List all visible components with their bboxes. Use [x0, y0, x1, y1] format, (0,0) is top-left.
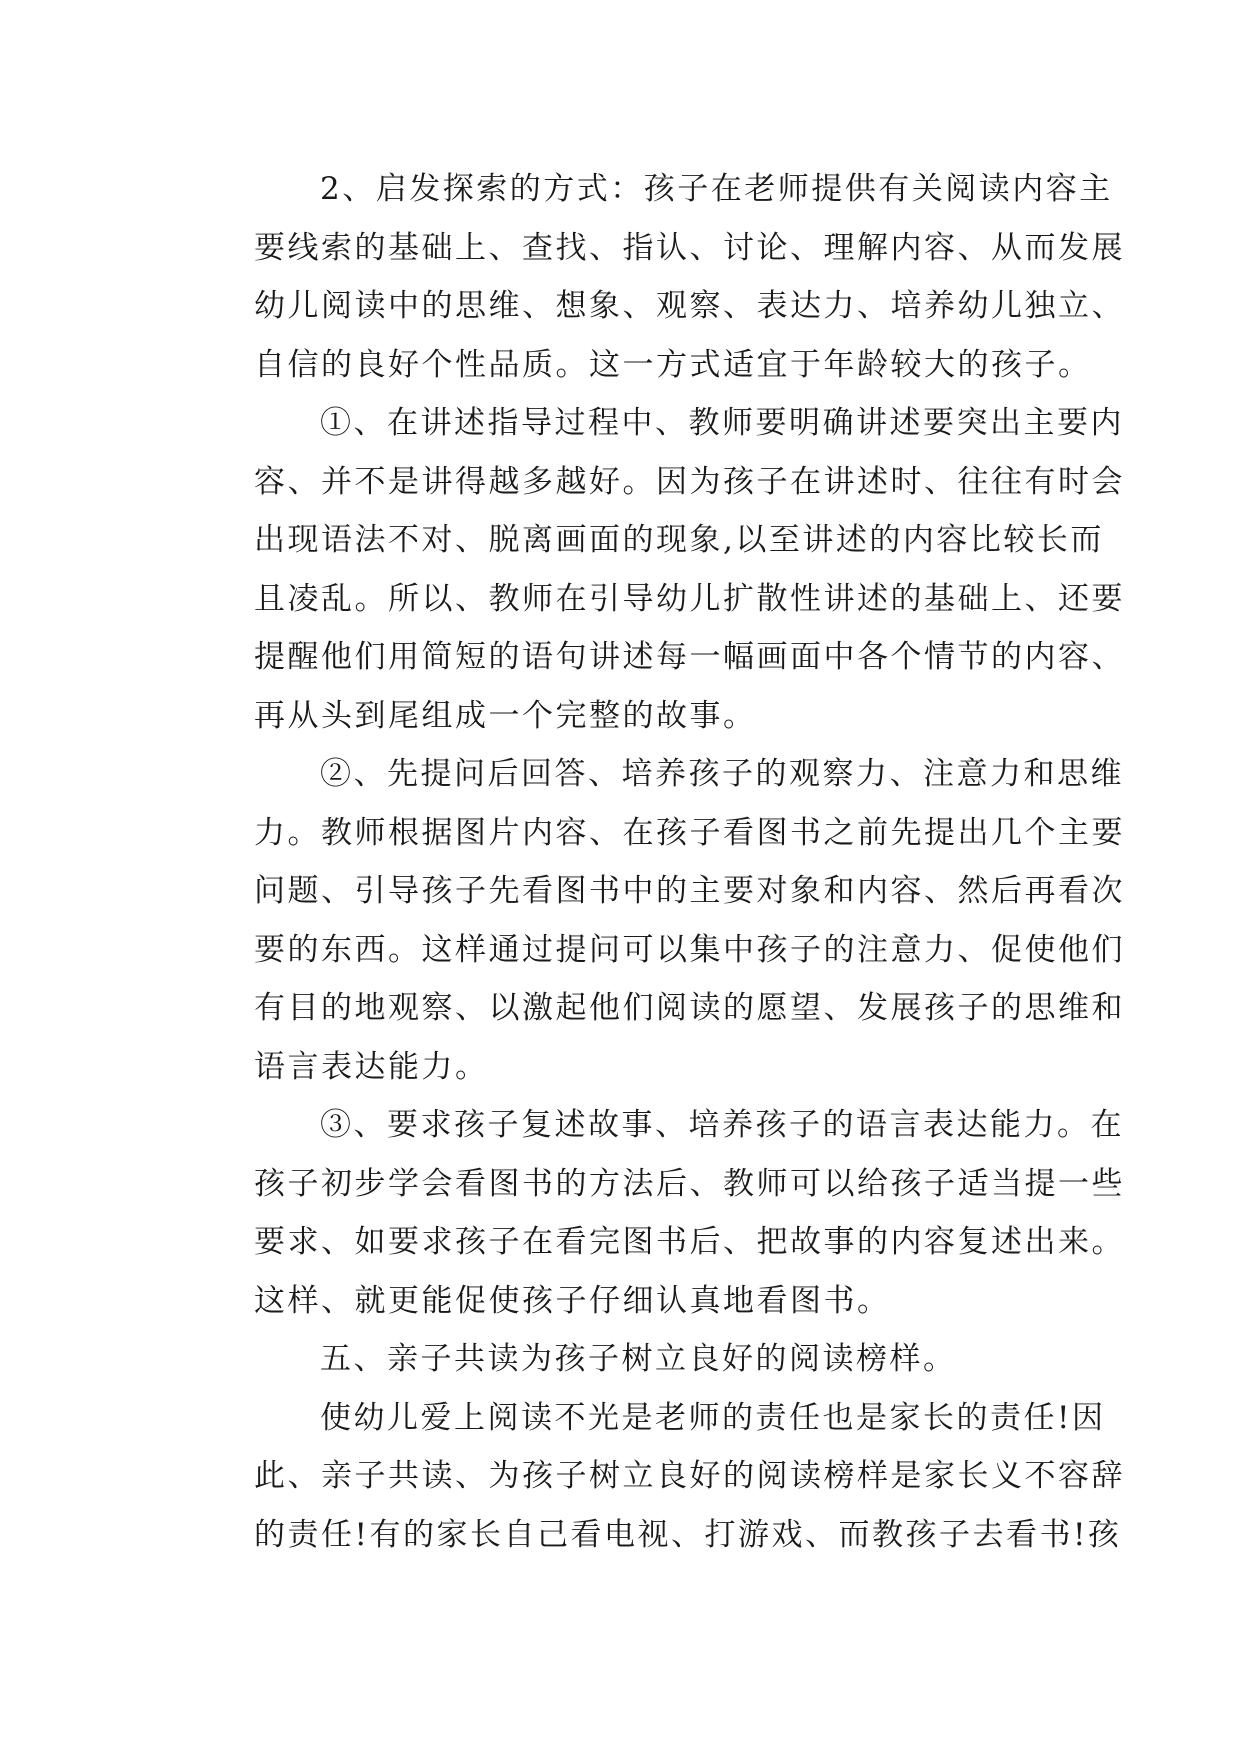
paragraph-point-2: [192, 745, 1125, 1096]
text-line: 语言表达能力。: [254, 1048, 489, 1085]
text-line: 且凌乱。所以、教师在引导幼儿扩散性讲述的基础上、还要: [254, 580, 1125, 617]
text-line: 2、启发探索的方式：孩子在老师提供有关阅读内容主: [320, 171, 1113, 207]
text-line: 提醒他们用简短的语句讲述每一幅画面中各个情节的内容、: [254, 639, 1125, 675]
paragraph-point-1: [192, 394, 1125, 745]
text-line: ②、先提问后回答、培养孩子的观察力、注意力和思维: [320, 756, 1124, 792]
text-line: 有目的地观察、以激起他们阅读的愿望、发展孩子的思维和: [254, 990, 1125, 1026]
text-line: 五、亲子共读为孩子树立良好的阅读榜样。: [320, 1341, 957, 1377]
text-line: 孩子初步学会看图书的方法后、教师可以给孩子适当提一些: [254, 1165, 1125, 1202]
text-line: 的责任!有的家长自己看电视、打游戏、而教孩子去看书!孩: [254, 1516, 1122, 1553]
text-line: ③、要求孩子复述故事、培养孩子的语言表达能力。在: [320, 1107, 1124, 1143]
text-line: 要求、如要求孩子在看完图书后、把故事的内容复述出来。: [254, 1224, 1125, 1260]
text-line: 问题、引导孩子先看图书中的主要对象和内容、然后再看次: [254, 873, 1125, 909]
text-line: 此、亲子共读、为孩子树立良好的阅读榜样是家长义不容辞: [254, 1458, 1125, 1494]
text-line: 再从头到尾组成一个完整的故事。: [254, 697, 757, 734]
paragraph-point-3: [192, 1096, 1125, 1330]
text-line: 自信的良好个性品质。这一方式适宜于年龄较大的孩子。: [254, 346, 1092, 383]
body-text: [192, 160, 1125, 1564]
text-line: ①、在讲述指导过程中、教师要明确讲述要突出主要内: [320, 405, 1124, 441]
text-line: 力。教师根据图片内容、在孩子看图书之前先提出几个主要: [254, 814, 1125, 851]
paragraph-explore-method: [192, 160, 1125, 394]
text-line: 幼儿阅读中的思维、想象、观察、表达力、培养幼儿独立、: [254, 288, 1125, 324]
text-line: 这样、就更能促使孩子仔细认真地看图书。: [254, 1282, 891, 1319]
text-line: 要线索的基础上、查找、指认、讨论、理解内容、从而发展: [254, 229, 1125, 266]
paragraph-section-5-heading: [192, 1330, 1052, 1389]
paragraph-parents: [192, 1389, 1125, 1565]
text-line: 要的东西。这样通过提问可以集中孩子的注意力、促使他们: [254, 931, 1125, 968]
text-line: 使幼儿爱上阅读不光是老师的责任也是家长的责任!因: [320, 1399, 1106, 1436]
text-line: 出现语法不对、脱离画面的现象,以至讲述的内容比较长而: [254, 522, 1104, 558]
text-line: 容、并不是讲得越多越好。因为孩子在讲述时、往往有时会: [254, 463, 1125, 500]
